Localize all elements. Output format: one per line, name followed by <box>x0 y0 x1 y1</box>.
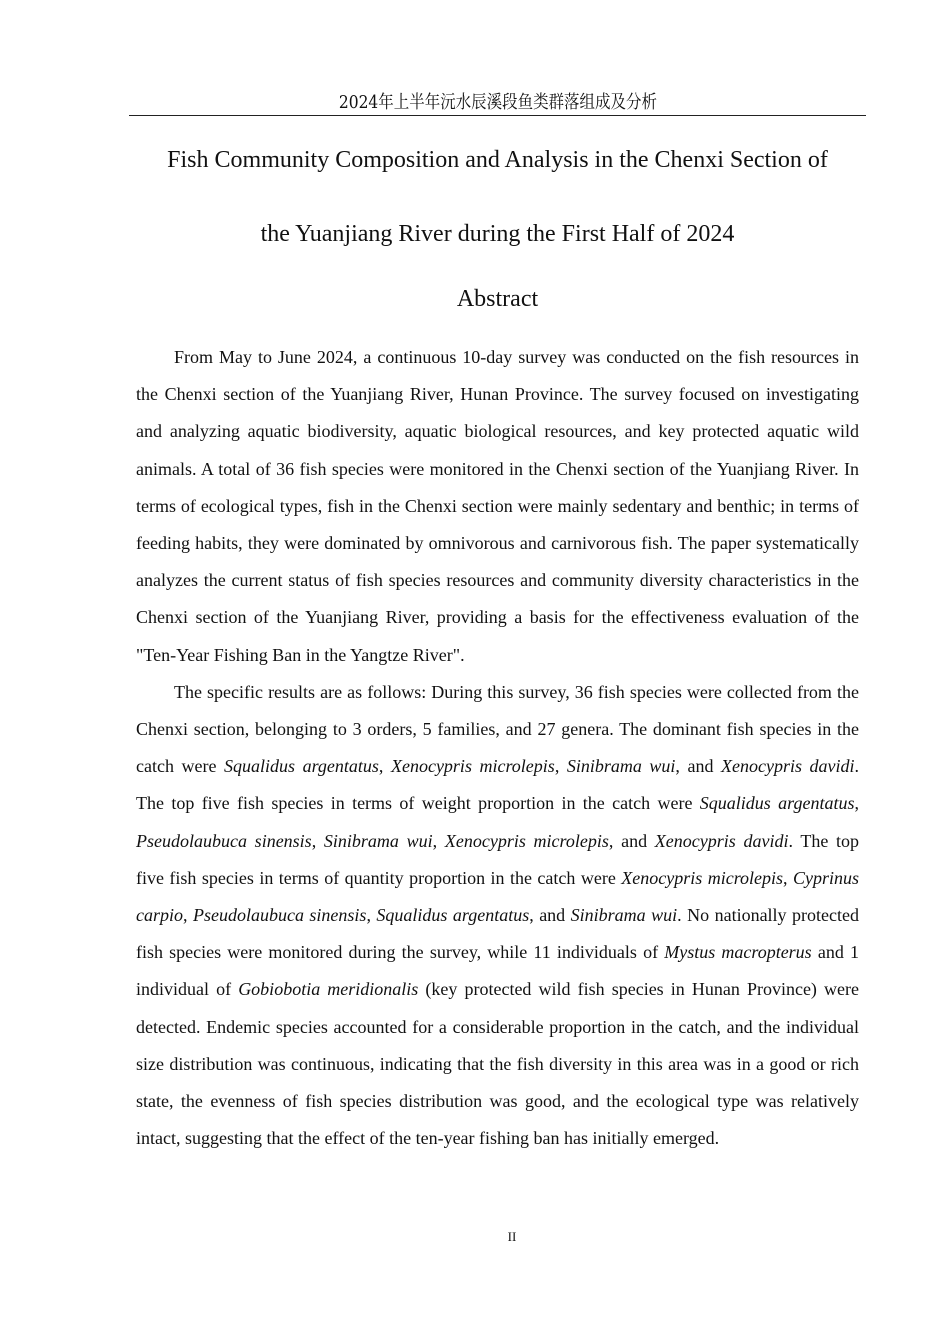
species-name: Cyprinus carpio <box>136 867 859 926</box>
text-segment: , <box>554 756 567 777</box>
text-segment: , <box>854 793 859 814</box>
text-segment: and 1 individual of <box>136 942 859 1000</box>
species-name: Squalidus argentatus <box>376 905 530 926</box>
paper-title-line-2: the Yuanjiang River during the First Half of 2024 <box>260 221 735 247</box>
text-segment: . The top five fish species in terms of quantity proportion in the catch were <box>136 830 860 888</box>
text-segment: The specific results are as follows: During this survey, 36 fish species were collected from the Chenxi section, belonging to 3 orders, 5 families, and 27 genera. The dominant fish species in the catch were <box>136 681 859 777</box>
text-segment: , and <box>608 830 655 851</box>
species-name: Sinibrama wui <box>570 905 678 926</box>
text-segment: , <box>783 867 793 888</box>
species-name: Xenocypris microlepis <box>390 756 555 777</box>
species-name: Squalidus argentatus <box>699 793 855 814</box>
text-segment: , <box>432 830 445 851</box>
species-name: Sinibrama wui <box>323 830 433 851</box>
text-segment: , <box>378 756 391 777</box>
text-segment: , <box>183 905 193 926</box>
text-segment: . The top five fish species in terms of weight proportion in the catch were <box>136 756 860 814</box>
running-header-text: 2024年上半年沅水辰溪段鱼类群落组成及分析 <box>338 92 657 113</box>
running-header <box>129 92 866 116</box>
species-name: Xenocypris microlepis <box>621 867 784 888</box>
paper-title-line-1: Fish Community Composition and Analysis in the Chenxi Section of <box>167 147 828 173</box>
species-name: Xenocypris davidi <box>654 830 789 851</box>
species-name: Gobiobotia meridionalis <box>238 979 419 1000</box>
abstract-body <box>136 339 859 1157</box>
species-name: Sinibrama wui <box>566 756 676 777</box>
species-name: Xenocypris microlepis <box>444 830 609 851</box>
text-segment: , and <box>529 905 571 926</box>
text-segment: , <box>311 830 324 851</box>
species-name: Xenocypris davidi <box>721 756 855 777</box>
species-name: Pseudolaubuca sinensis <box>192 905 367 926</box>
species-name: Mystus macropterus <box>664 942 812 963</box>
species-name: Squalidus argentatus <box>224 756 379 777</box>
abstract-heading: Abstract <box>456 286 539 312</box>
text-segment: , <box>366 905 377 926</box>
text-segment: , and <box>675 756 721 777</box>
page-number: II <box>507 1229 517 1244</box>
abstract-paragraph <box>136 339 859 674</box>
species-name: Pseudolaubuca sinensis <box>136 830 312 851</box>
text-segment: (key protected wild fish species in Hunan Province) were detected. Endemic species accounted for a considerable proportion in the catch, and the individual size distribution was continuous, indicating that the fish diversity in this area was in a good or rich state, the evenness of fish species distribution was good, and the ecological type was relatively intact, suggesting that the effect of the ten-year fishing ban has initially emerged. <box>136 979 859 1149</box>
text-segment: . No nationally protected fish species were monitored during the survey, while 11 individuals of <box>136 905 859 963</box>
text-segment: From May to June 2024, a continuous 10-day survey was conducted on the fish resources in the Chenxi section of the Yuanjiang River, Hunan Province. The survey focused on investigating and analyzing aquatic biodiversity, aquatic biological resources, and key protected aquatic wild animals. A total of 36 fish species were monitored in the Chenxi section of the Yuanjiang River. In terms of ecological types, fish in the Chenxi section were mainly sedentary and benthic; in terms of feeding habits, they were dominated by omnivorous and carnivorous fish. The paper systematically analyzes the current status of fish species resources and community diversity characteristics in the Chenxi section of the Yuanjiang River, providing a basis for the effectiveness evaluation of the "Ten-Year Fishing Ban in the Yangtze River". <box>136 347 859 665</box>
abstract-paragraph <box>136 674 859 1158</box>
